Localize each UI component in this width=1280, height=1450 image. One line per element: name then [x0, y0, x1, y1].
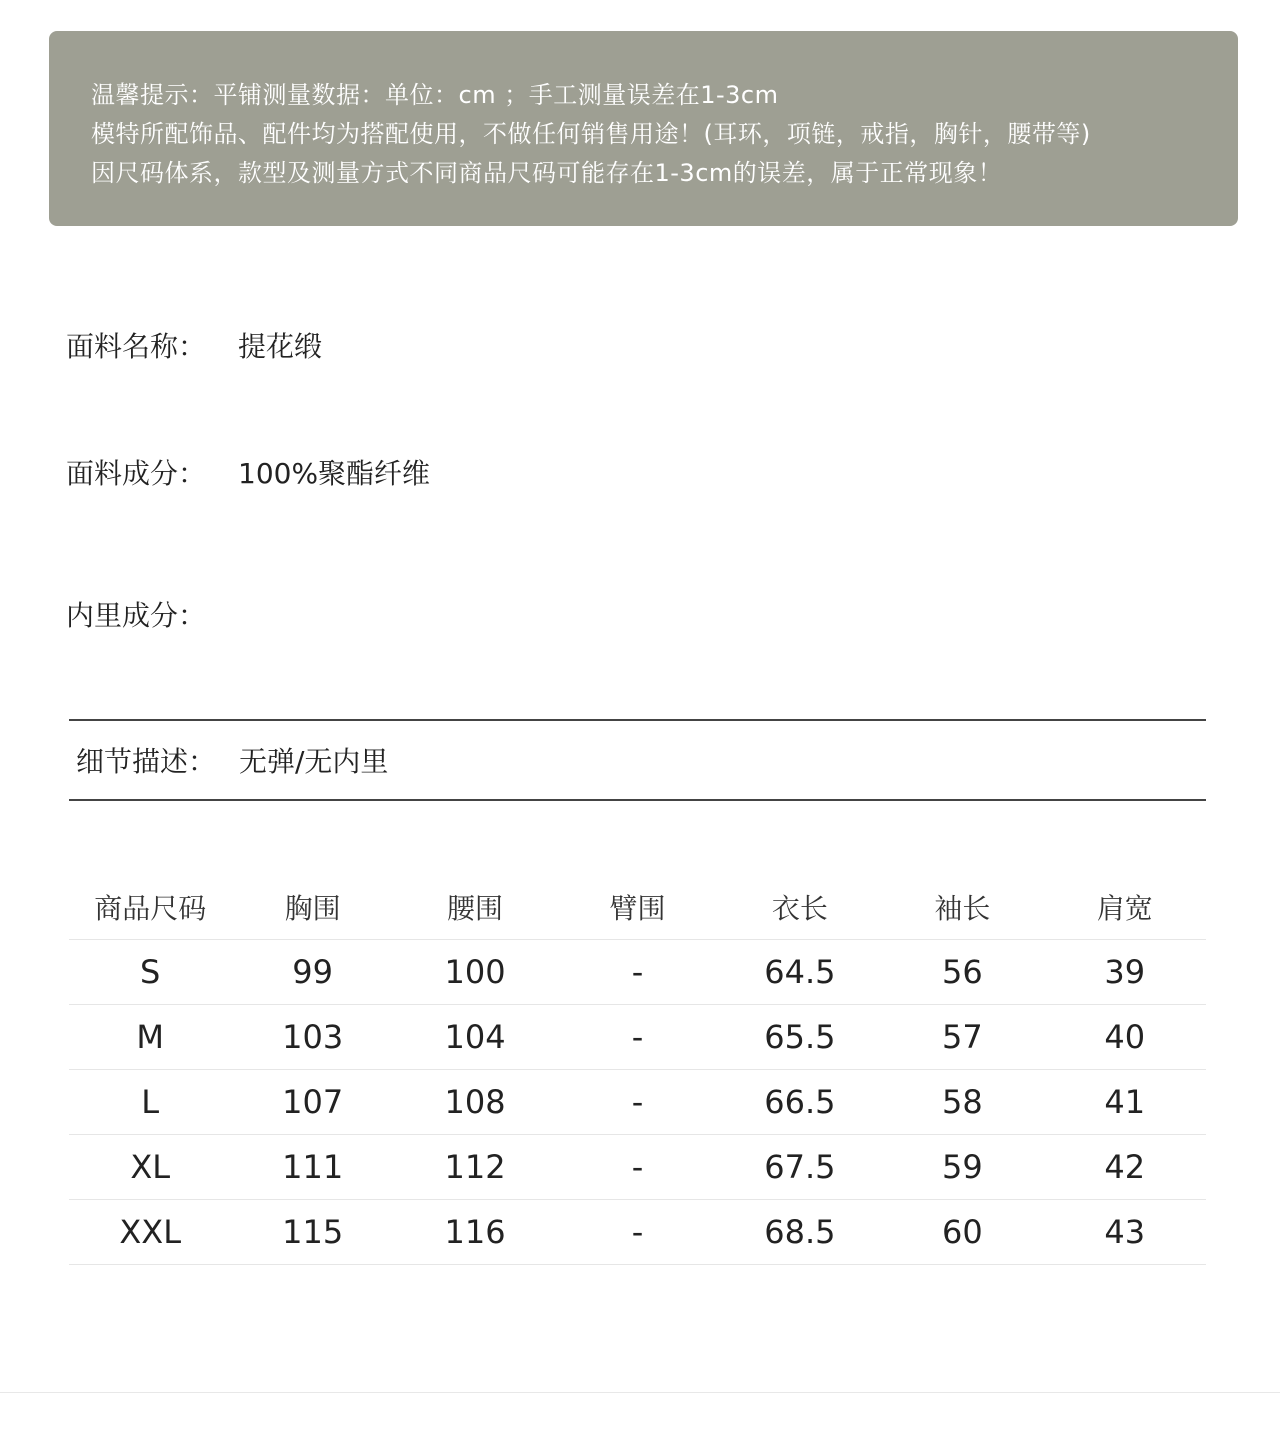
cell-length: 64.5	[719, 940, 881, 1005]
cell-sleeve: 60	[881, 1200, 1043, 1265]
fabric-composition-label: 面料成分：	[66, 457, 207, 490]
table-row	[69, 1070, 1206, 1135]
lining-composition-row	[66, 594, 238, 634]
cell-arm: -	[556, 1070, 718, 1135]
notice-line-measurement: 温馨提示：平铺测量数据：单位：cm ；手工测量误差在1-3cm	[91, 81, 779, 109]
lining-composition-label: 内里成分：	[66, 599, 207, 632]
header-shoulder: 肩宽	[1044, 875, 1206, 940]
detail-top-divider	[69, 719, 1206, 721]
fabric-composition-row	[66, 452, 430, 492]
cell-arm: -	[556, 940, 718, 1005]
footer-divider	[0, 1392, 1280, 1393]
fabric-name-row	[66, 325, 322, 365]
cell-bust: 103	[231, 1005, 393, 1070]
cell-arm: -	[556, 1005, 718, 1070]
cell-waist: 112	[394, 1135, 556, 1200]
cell-bust: 111	[231, 1135, 393, 1200]
cell-shoulder: 40	[1044, 1005, 1206, 1070]
size-table	[69, 875, 1206, 1265]
cell-size: L	[69, 1070, 231, 1135]
cell-shoulder: 42	[1044, 1135, 1206, 1200]
size-table-header-row	[69, 875, 1206, 940]
cell-bust: 115	[231, 1200, 393, 1265]
cell-arm: -	[556, 1200, 718, 1265]
fabric-name-label: 面料名称：	[66, 330, 207, 363]
header-arm: 臂围	[556, 875, 718, 940]
cell-shoulder: 43	[1044, 1200, 1206, 1265]
cell-waist: 108	[394, 1070, 556, 1135]
header-waist: 腰围	[394, 875, 556, 940]
header-length: 衣长	[719, 875, 881, 940]
cell-length: 66.5	[719, 1070, 881, 1135]
cell-size: XXL	[69, 1200, 231, 1265]
table-row	[69, 1200, 1206, 1265]
cell-sleeve: 59	[881, 1135, 1043, 1200]
cell-size: XL	[69, 1135, 231, 1200]
header-bust: 胸围	[231, 875, 393, 940]
detail-bottom-divider	[69, 799, 1206, 801]
cell-bust: 99	[231, 940, 393, 1005]
cell-bust: 107	[231, 1070, 393, 1135]
fabric-composition-value: 100%聚酯纤维	[238, 457, 431, 490]
cell-waist: 116	[394, 1200, 556, 1265]
cell-length: 65.5	[719, 1005, 881, 1070]
cell-shoulder: 41	[1044, 1070, 1206, 1135]
cell-sleeve: 56	[881, 940, 1043, 1005]
cell-waist: 100	[394, 940, 556, 1005]
notice-line-size-variance: 因尺码体系，款型及测量方式不同商品尺码可能存在1-3cm的误差，属于正常现象！	[91, 159, 1003, 187]
cell-length: 67.5	[719, 1135, 881, 1200]
cell-shoulder: 39	[1044, 940, 1206, 1005]
notice-box	[49, 31, 1238, 226]
cell-size: M	[69, 1005, 231, 1070]
detail-row	[76, 740, 388, 780]
cell-sleeve: 58	[881, 1070, 1043, 1135]
header-size: 商品尺码	[69, 875, 231, 940]
notice-line-accessories: 模特所配饰品、配件均为搭配使用，不做任何销售用途！(耳环，项链，戒指，胸针，腰带等)	[91, 120, 1091, 148]
fabric-name-value: 提花缎	[238, 330, 323, 363]
table-row	[69, 1005, 1206, 1070]
cell-arm: -	[556, 1135, 718, 1200]
cell-waist: 104	[394, 1005, 556, 1070]
cell-size: S	[69, 940, 231, 1005]
table-row	[69, 940, 1206, 1005]
detail-value: 无弹/无内里	[239, 745, 389, 778]
table-row	[69, 1135, 1206, 1200]
cell-length: 68.5	[719, 1200, 881, 1265]
header-sleeve: 袖长	[881, 875, 1043, 940]
cell-sleeve: 57	[881, 1005, 1043, 1070]
detail-label: 细节描述：	[76, 745, 217, 778]
